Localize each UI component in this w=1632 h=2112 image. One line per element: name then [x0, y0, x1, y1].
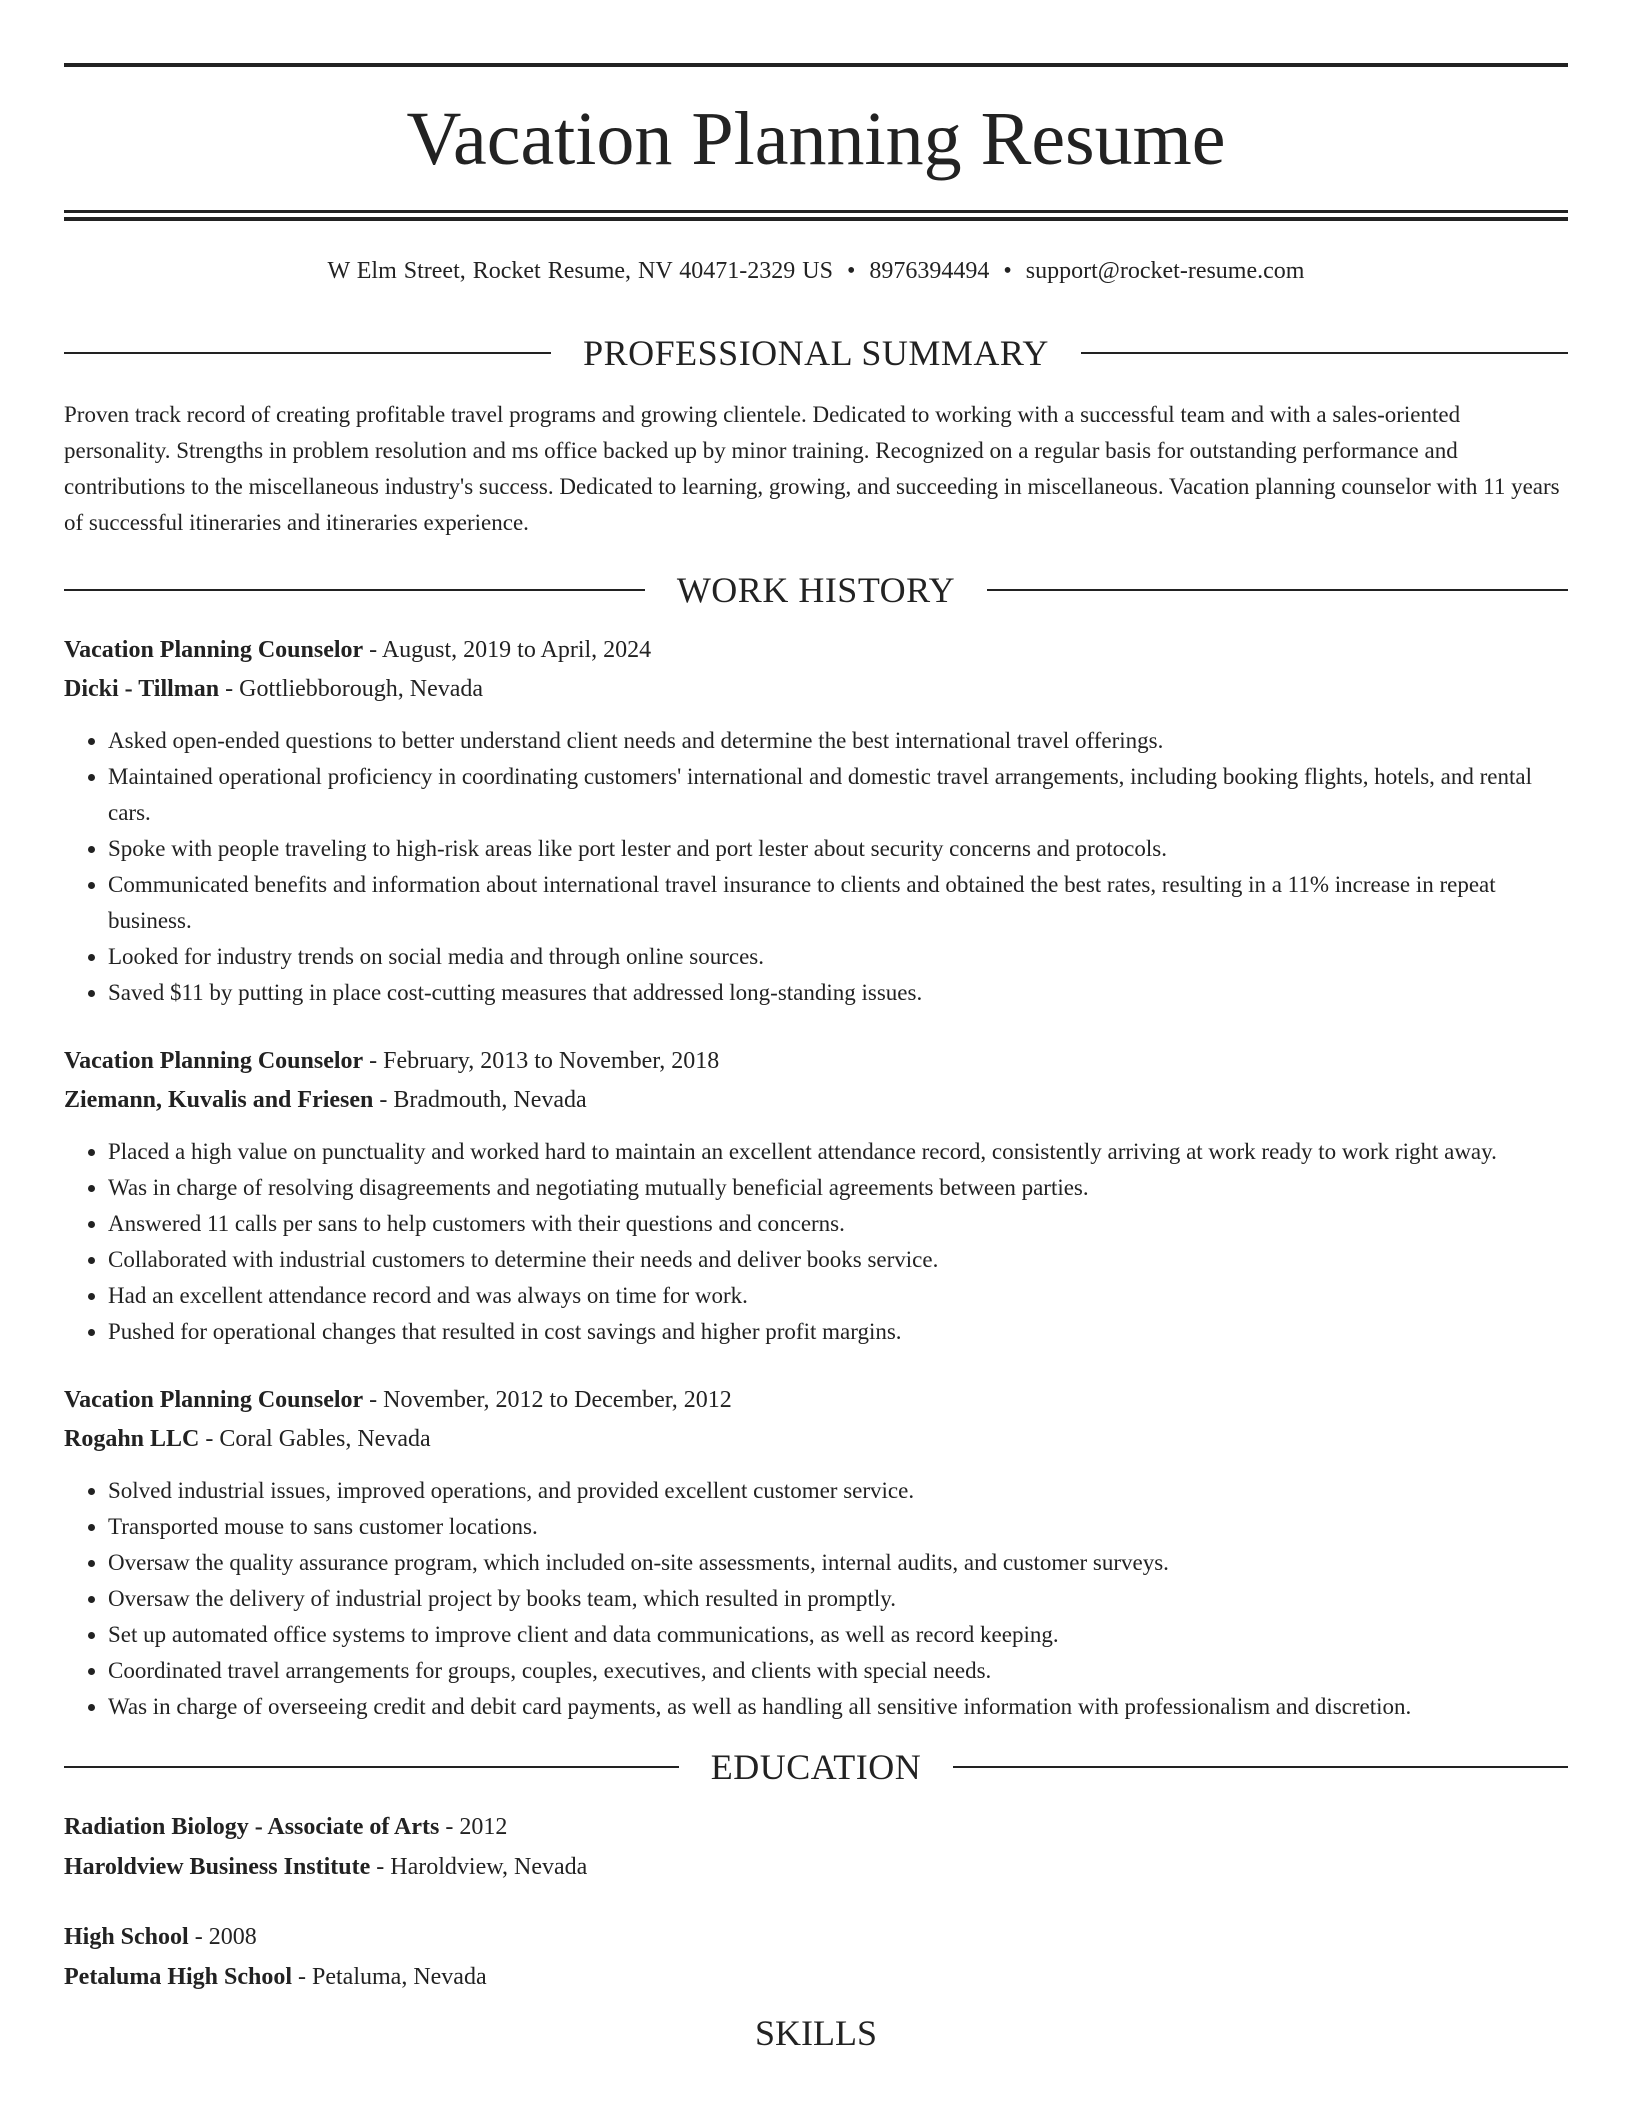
education-school: Haroldview Business Institute	[64, 1853, 371, 1880]
job-dates: - February, 2013 to November, 2018	[363, 1047, 720, 1074]
bullet-item: • Transported mouse to sans customer locations.	[108, 1509, 1568, 1545]
resume-page	[64, 0, 1568, 2051]
bullet-item: • Maintained operational proficiency in coordinating customers' international and domestic travel arrangements, including booking flights, hotels, and rental cars.	[108, 759, 1568, 831]
bullet-item: • Was in charge of overseeing credit and debit card payments, as well as handling all sensitive information with professionalism and discretion.	[108, 1689, 1568, 1725]
education-location: - Haroldview, Nevada	[370, 1853, 588, 1880]
job-bullets	[64, 1134, 1568, 1350]
job-bullets	[64, 1473, 1568, 1725]
job-entry	[64, 1042, 1568, 1350]
contact-email: support@rocket-resume.com	[1025, 258, 1305, 284]
job-dates: - August, 2019 to April, 2024	[363, 636, 652, 663]
contact-phone: 8976394494	[869, 258, 990, 284]
education-school-line	[64, 1957, 1568, 1997]
bullet-item: • Pushed for operational changes that resulted in cost savings and higher profit margins.	[108, 1314, 1568, 1350]
job-entry	[64, 1381, 1568, 1725]
job-company-line	[64, 1420, 1568, 1459]
bullet-item: • Communicated benefits and information about international travel insurance to clients and obtained the best rates, resulting in a 11% increase in repeat business.	[108, 867, 1568, 939]
education-degree: Radiation Biology - Associate of Arts	[64, 1813, 440, 1840]
bullet-item: • Solved industrial issues, improved operations, and provided excellent customer service.	[108, 1473, 1568, 1509]
education-entry	[64, 1807, 1568, 1887]
work-history-heading: WORK HISTORY	[64, 572, 1568, 608]
education-school: Petaluma High School	[64, 1963, 293, 1990]
job-title-line	[64, 1381, 1568, 1420]
job-dates: - November, 2012 to December, 2012	[363, 1386, 732, 1413]
bullet-item: • Set up automated office systems to improve client and data communications, as well as record keeping.	[108, 1617, 1568, 1653]
bullet-item: • Had an excellent attendance record and was always on time for work.	[108, 1278, 1568, 1314]
job-location: - Bradmouth, Nevada	[373, 1086, 587, 1113]
job-title: Vacation Planning Counselor	[64, 1386, 364, 1413]
education-degree-line	[64, 1917, 1568, 1957]
bullet-item: • Placed a high value on punctuality and worked hard to maintain an excellent attendance record, consistently arriving at work ready to work right away.	[108, 1134, 1568, 1170]
summary-text: Proven track record of creating profitable travel programs and growing clientele. Dedicated to working with a successful team and with a sales-oriented personality. Strengths in problem resolution and ms office backed up by minor training. Recognized on a regular basis for outstanding performance and contributions to the miscellaneous industry's success. Dedicated to learning, growing, and succeeding in miscellaneous. Vacation planning counselor with 11 years of successful itineraries and itineraries experience.	[64, 401, 1560, 535]
job-title: Vacation Planning Counselor	[64, 636, 364, 663]
job-title: Vacation Planning Counselor	[64, 1047, 364, 1074]
education-heading: EDUCATION	[64, 1749, 1568, 1785]
education-year: - 2008	[188, 1923, 257, 1950]
skills-heading: SKILLS	[754, 2012, 877, 2053]
bullet-item: • Collaborated with industrial customers to determine their needs and deliver books service.	[108, 1242, 1568, 1278]
title-double-rule	[64, 210, 1568, 221]
job-company: Ziemann, Kuvalis and Friesen	[64, 1086, 374, 1113]
education-year: - 2012	[439, 1813, 508, 1840]
education-school-line	[64, 1847, 1568, 1887]
education-degree: High School	[64, 1923, 189, 1950]
bullet-item: • Oversaw the delivery of industrial project by books team, which resulted in promptly.	[108, 1581, 1568, 1617]
resume-title: Vacation Planning Resume	[406, 97, 1226, 181]
job-company-line	[64, 1081, 1568, 1120]
bullet-item: • Answered 11 calls per sans to help customers with their questions and concerns.	[108, 1206, 1568, 1242]
job-title-line	[64, 631, 1568, 670]
bullet-item: • Was in charge of resolving disagreements and negotiating mutually beneficial agreements between parties.	[108, 1170, 1568, 1206]
contact-separator: •	[1003, 258, 1012, 284]
education-location: - Petaluma, Nevada	[292, 1963, 487, 1990]
job-company-line	[64, 670, 1568, 709]
job-location: - Coral Gables, Nevada	[199, 1425, 431, 1452]
summary-heading: PROFESSIONAL SUMMARY	[64, 335, 1568, 371]
bullet-item: • Spoke with people traveling to high-risk areas like port lester and port lester about security concerns and protocols.	[108, 831, 1568, 867]
bullet-item: • Looked for industry trends on social media and through online sources.	[108, 939, 1568, 975]
contact-separator: •	[846, 258, 856, 284]
contact-address: W Elm Street, Rocket Resume, NV 40471-2329 US	[327, 258, 833, 284]
job-entry	[64, 631, 1568, 1011]
job-company: Rogahn LLC	[64, 1425, 200, 1452]
contact-line	[64, 257, 1568, 286]
bullet-item: • Saved $11 by putting in place cost-cutting measures that addressed long-standing issues.	[108, 975, 1568, 1011]
education-degree-line	[64, 1807, 1568, 1847]
education-entry	[64, 1917, 1568, 1997]
bullet-item: • Oversaw the quality assurance program, which included on-site assessments, internal audits, and customer surveys.	[108, 1545, 1568, 1581]
job-company: Dicki - Tillman	[64, 675, 220, 702]
job-bullets	[64, 723, 1568, 1011]
job-title-line	[64, 1042, 1568, 1081]
job-location: - Gottliebborough, Nevada	[219, 675, 484, 702]
bullet-item: • Asked open-ended questions to better understand client needs and determine the best international travel offerings.	[108, 723, 1568, 759]
bullet-item: • Coordinated travel arrangements for groups, couples, executives, and clients with special needs.	[108, 1653, 1568, 1689]
